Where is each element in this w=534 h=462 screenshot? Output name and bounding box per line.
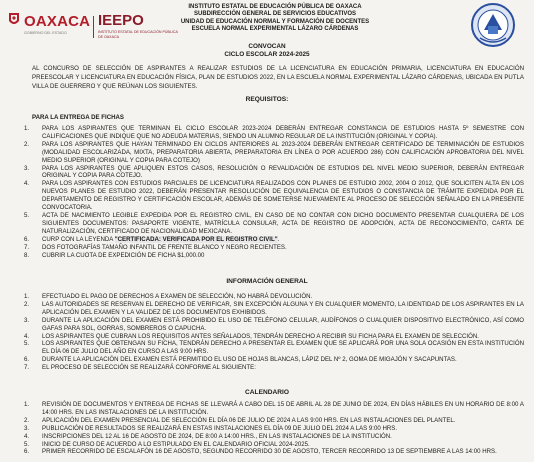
item-number: 2. (24, 140, 30, 148)
oaxaca-subtitle: GOBIERNO DEL ESTADO (24, 31, 67, 35)
list-item (24, 301, 524, 317)
list-item (24, 425, 524, 433)
list-item (24, 448, 524, 456)
list-item (24, 340, 524, 356)
list-item (24, 141, 524, 165)
item-number: 5. (24, 211, 30, 219)
convocation-heading (0, 43, 534, 59)
requisitos-subtitle: PARA LA ENTREGA DE FICHAS (32, 114, 124, 121)
item-number: 4. (24, 432, 30, 440)
item-text: PARA LOS ASPIRANTES CON ESTUDIOS PARCIALES DE LICENCIATURA REALIZADOS CON PLANES DE ESTUDIO 2002, 2004 O 2012, QUE SOLICITEN ALTA EN LOS NUEVOS PLANES DE ESTUDIO 2022, DEBERÁN PRESENTAR RESOLUCIÓN DE EQUIVALENCIA DE ESTUDIOS O CONSTANCIA DE TRÁMITE EXPEDIDA POR EL DEPARTAMENTO DE REGISTRO Y CERTIFICACIÓN ESCOLAR, ADEMÁS DE SOMETERSE NUEVAMENTE AL PROCESO DE SELECCIÓN SEÑALADO EN LA PRESENTE CONVOCATORIA. (42, 180, 524, 212)
list-item (24, 441, 524, 449)
item-number: 3. (24, 164, 30, 172)
item-number: 8. (24, 251, 30, 259)
list-item (24, 433, 524, 441)
list-item (24, 125, 524, 141)
item-number: 4. (24, 332, 30, 340)
item-number: 7. (24, 364, 30, 372)
list-item (24, 293, 524, 301)
header-logos (7, 8, 177, 42)
item-text: PUBLICACIÓN DE RESULTADOS SE REALIZARÁ EN ESTAS INSTALACIONES EL DÍA 09 DE JULIO DEL 2024 A LAS 9:00 HRS. (42, 424, 398, 432)
calendario-list (24, 401, 524, 456)
list-item (24, 417, 524, 425)
item-text: REVISIÓN DE DOCUMENTOS Y ENTREGA DE FICHAS SE LLEVARÁ A CABO DEL 15 DE ABRIL AL 28 DE JUNIO DE 2024, EN DÍAS HÁBILES EN UN HORARIO DE 8:00 A 14:00 HRS. EN LAS INSTALACIONES DE LA INSTITUCIÓN. (42, 401, 524, 416)
intro-paragraph: AL CONCURSO DE SELECCIÓN DE ASPIRANTES A REALIZAR ESTUDIOS DE LA LICENCIATURA EN EDUCACIÓN PRIMARIA, LICENCIATURA EN EDUCACIÓN PREESCOLAR Y LICENCIATURA EN EDUCACIÓN FÍSICA, PLAN DE ESTUDIOS 2022, EN LA ESCUELA NORMAL EXPERIMENTAL LÁZARO CÁRDENAS, UBICADA EN PUTLA VILLA DE GUERRERO Y QUE REÚNAN LOS SIGUIENTES. (32, 65, 524, 90)
institution-line: UNIDAD DE EDUCACIÓN NORMAL Y FORMACIÓN DE DOCENTES (180, 18, 370, 25)
list-item (24, 180, 524, 212)
item-number: 5. (24, 340, 30, 348)
convocation-cycle: CICLO ESCOLAR 2024-2025 (224, 50, 310, 58)
item-number: 1. (24, 125, 30, 132)
list-item (24, 317, 524, 333)
item-text: LOS ASPIRANTES QUE OBTENGAN SU FICHA, TENDRÁN DERECHO A PRESENTAR EL EXAMEN QUE SE APLICARÁ POR UNA SOLA OCASIÓN EN ESTA INSTITUCIÓN EL DÍA 06 DE JULIO DEL AÑO EN CURSO A LAS 9:00 HRS. (42, 340, 524, 356)
list-item (24, 244, 524, 252)
list-item (24, 364, 524, 372)
institution-line: INSTITUTO ESTATAL DE EDUCACIÓN PÚBLICA DE OAXACA (188, 4, 362, 10)
item-text: PARA LOS ASPIRANTES QUE APLIQUEN ESTOS CASOS, RESOLUCIÓN O REVALIDACIÓN DE ESTUDIOS DEL NIVEL MEDIO SUPERIOR, DEBERÁN ENTREGAR ORIGINAL Y COPIA PARA COTEJO. (42, 164, 524, 180)
item-number: 2. (24, 300, 30, 308)
item-number: 2. (24, 416, 30, 424)
item-number: 4. (24, 180, 30, 188)
info-general-list (24, 293, 524, 372)
institution-line: ESCUELA NORMAL EXPERIMENTAL LÁZARO CÁRDENAS (191, 26, 359, 33)
item-text: PARA LOS ASPIRANTES QUE HAYAN TERMINADO EN CICLOS ANTERIORES AL 2023-2024 DEBERÁN ENTREGAR CERTIFICADO DE TERMINACIÓN DE ESTUDIOS (MODALIDAD ESCOLARIZADA, MIXTA, PREPARATORIA ABIERTA, PREPARATORIA EN LÍNEA O POR ACUERDO 286) CON CALIFICACIÓN APROBATORIA DEL NIVEL MEDIO SUPERIOR (ORIGINAL Y COPIA PARA COTEJO) (42, 140, 524, 164)
item-number: 6. (24, 235, 30, 243)
item-number: 6. (24, 356, 30, 364)
institution-heading (180, 4, 370, 34)
item-text: ACTA DE NACIMIENTO LEGIBLE EXPEDIDA POR EL REGISTRO CIVIL, EN CASO DE NO CONTAR CON DICHO DOCUMENTO PRESENTAR CUALQUIERA DE LOS SIGUIENTES DOCUMENTOS: PASAPORTE VIGENTE, MATRÍCULA CONSULAR, ACTA DE REGISTRO DE ADOPCIÓN, ACTA DE RECONOCIMIENTO, CARTA DE NATURALIZACIÓN, CERTIFICADO DE NACIONALIDAD MEXICANA. (42, 211, 524, 235)
list-item (24, 401, 524, 417)
item-text: CUBRIR LA CUOTA DE EXPEDICIÓN DE FICHA $1,000.00 (42, 251, 205, 259)
item-text: APLICACIÓN DEL EXAMEN PRESENCIAL DE SELECCIÓN EL DÍA 06 DE JULIO DE 2024 A LAS 9:00 HRS. EN LAS INSTALACIONES DEL PLANTEL. (42, 416, 456, 424)
item-number: 5. (24, 440, 30, 448)
info-general-title: INFORMACIÓN GENERAL (226, 278, 308, 285)
item-number: 3. (24, 316, 30, 324)
item-text: INSCRIPCIONES DEL 12 AL 16 DE AGOSTO DE 2024, DE 8:00 A 14:00 HRS., EN LAS INSTALACIONES DE LA INSTITUCIÓN. (42, 432, 392, 440)
oaxaca-logo: OAXACA (24, 13, 91, 30)
ieepo-logo: IEEPO (98, 12, 144, 29)
school-seal-icon (470, 2, 516, 48)
convocation-title: CONVOCAN (248, 43, 286, 50)
calendario-title: CALENDARIO (245, 389, 289, 396)
item-text: DOS FOTOGRAFÍAS TAMAÑO INFANTIL DE FRENTE BLANCO Y NEGRO RECIENTES. (42, 243, 287, 251)
item-number: 6. (24, 448, 30, 456)
item-text: PARA LOS ASPIRANTES QUE TERMINAN EL CICLO ESCOLAR 2023-2024 DEBERÁN ENTREGAR CONSTANCIA DE ESTUDIOS HASTA 5º SEMESTRE CON CALIFICACIONES QUE INDIQUE QUE NO ADEUDA MATERIAS, SIENDO UN ALUMNO REGULAR DE LA INSTITUCIÓN (ORIGINAL Y COPIA). (42, 125, 524, 140)
item-number: 1. (24, 293, 30, 300)
list-item (24, 212, 524, 236)
ieepo-subtitle: INSTITUTO ESTATAL DE EDUCACIÓN PÚBLICA DE OAXACA (98, 30, 178, 39)
item-text: PRIMER RECORRIDO DE ESCALAFÓN 16 DE AGOSTO, SEGUNDO RECORRIDO 30 DE AGOSTO, TERCER RECORRIDO 13 DE SEPTIEMBRE A LAS 14:00 HRS. (42, 448, 497, 456)
item-text: LAS AUTORIDADES SE RESERVAN EL DERECHO DE VERIFICAR, SIN EXCEPCIÓN ALGUNA Y EN CUALQUIER MOMENTO, LA IDENTIDAD DE LOS ASPIRANTES EN LA APLICACIÓN DEL EXAMEN Y LA VALIDEZ DE LOS DOCUMENTOS EXHIBIDOS. (42, 300, 524, 316)
item-text: DURANTE LA APLICACIÓN DEL EXAMEN ESTÁ PROHIBIDO EL USO DE TELÉFONO CELULAR, AUDÍFONOS O CUALQUIER DISPOSITIVO ELECTRÓNICO, ASÍ COMO GAFAS PARA SOL, GORRAS, SOMBREROS O CAPUCHA. (42, 316, 524, 332)
item-text: EL PROCESO DE SELECCIÓN SE REALIZARÁ CONFORME AL SIGUIENTE: (42, 364, 256, 372)
item-text: LOS ASPIRANTES QUE CUBRAN LOS REQUISITOS ANTES SEÑALADOS, TENDRÁN DERECHO A RECIBIR SU FICHA PARA EL EXAMEN DE SELECCIÓN. (42, 332, 479, 340)
list-item (24, 165, 524, 181)
curp-highlight: "CERTIFICADA: VERIFICADA POR EL REGISTRO CIVIL" (114, 235, 278, 243)
list-item (24, 333, 524, 341)
item-number: 1. (24, 401, 30, 408)
list-item (24, 236, 524, 244)
item-number: 3. (24, 424, 30, 432)
item-number: 7. (24, 243, 30, 251)
item-text: DURANTE LA APLICACIÓN DEL EXAMEN ESTÁ PERMITIDO EL USO DE HOJAS BLANCAS, LÁPIZ DEL Nº 2, GOMA DE MIGAJÓN Y SACAPUNTAS. (42, 356, 457, 364)
logo-divider (93, 16, 94, 38)
oaxaca-emblem-icon (7, 11, 21, 29)
institution-line: SUBDIRECCIÓN GENERAL DE SERVICIOS EDUCATIVOS (193, 11, 357, 18)
item-text: CURP CON LA LEYENDA (42, 235, 114, 243)
list-item (24, 356, 524, 364)
item-text-after: . (277, 235, 280, 243)
item-text: INICIO DE CURSO DE ACUERDO A LO ESTIPULADO EN EL CALENDARIO OFICIAL 2024-2025. (42, 440, 310, 448)
list-item (24, 252, 524, 260)
item-text: EFECTUADO EL PAGO DE DERECHOS A EXAMEN DE SELECCIÓN, NO HABRÁ DEVOLUCIÓN. (42, 293, 313, 300)
requisitos-title: REQUISITOS: (245, 96, 289, 103)
requisitos-list (24, 125, 524, 259)
